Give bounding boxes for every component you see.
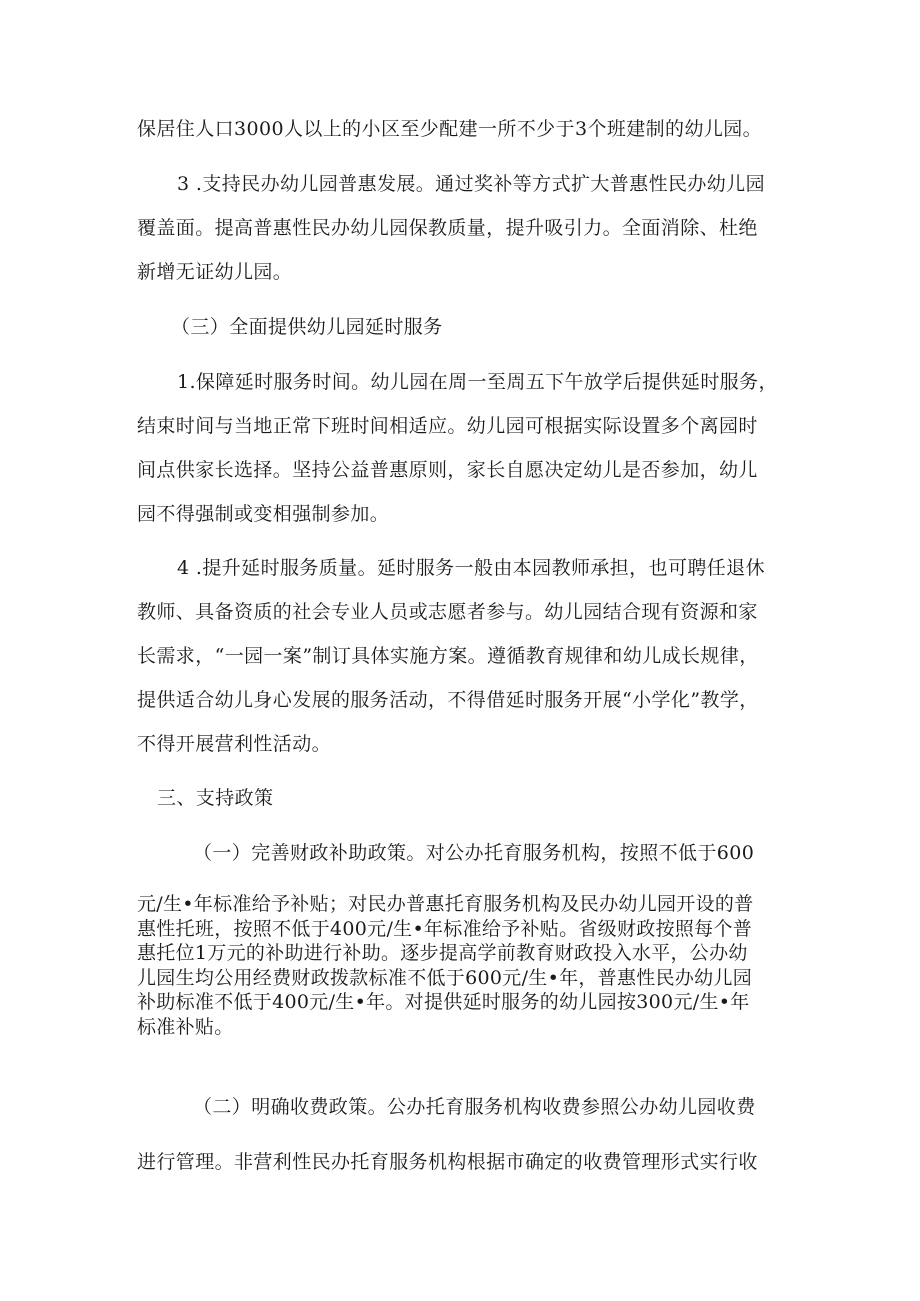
paragraph-line: 标准补贴。	[137, 1015, 234, 1038]
paragraph-line: 3 .支持民办幼儿园普惠发展。通过奖补等方式扩大普惠性民办幼儿园	[177, 173, 765, 195]
paragraph-line: 1.保障延时服务时间。幼儿园在周一至周五下午放学后提供延时服务，	[177, 371, 778, 393]
paragraph-line: 覆盖面。提高普惠性民办幼儿园保教质量，提升吸引力。全面消除、杜绝	[137, 217, 758, 239]
paragraph-line: 元/生•年标准给予补贴；对民办普惠托育服务机构及民办幼儿园开设的普	[137, 893, 754, 915]
paragraph-line: 惠性托班，按照不低于400元/生•年标准给予补贴。省级财政按照每个普	[137, 917, 753, 940]
paragraph-line: 间点供家长选择。坚持公益普惠原则，家长自愿决定幼儿是否参加，幼儿	[137, 459, 758, 481]
paragraph-line: 惠托位1万元的补助进行补助。逐步提高学前教育财政投入水平，公办幼	[137, 942, 748, 964]
paragraph-line: 提供适合幼儿身心发展的服务活动，不得借延时服务开展“小学化”教学，	[137, 689, 759, 711]
paragraph-line: 结束时间与当地正常下班时间相适应。幼儿园可根据实际设置多个离园时	[137, 415, 758, 437]
section-heading: （三）全面提供幼儿园延时服务	[171, 316, 443, 338]
paragraph-line: 4 .提升延时服务质量。延时服务一般由本园教师承担，也可聘任退休	[177, 557, 765, 579]
dense-paragraph	[137, 892, 797, 1039]
paragraph-line: 进行管理。非营利性民办托育服务机构根据市确定的收费管理形式实行收	[137, 1151, 758, 1173]
paragraph-line: 教师、具备资质的社会专业人员或志愿者参与。幼儿园结合现有资源和家	[137, 601, 758, 623]
paragraph-line: （一）完善财政补助政策。对公办托育服务机构，按照不低于600	[193, 842, 755, 864]
paragraph-line: 新增无证幼儿园。	[137, 261, 293, 283]
paragraph-line: 补助标准不低于400元/生•年。对提供延时服务的幼儿园按300元/生•年	[137, 991, 750, 1013]
section-heading: 三、支持政策	[157, 787, 274, 809]
paragraph-line: 保居住人口3000人以上的小区至少配建一所不少于3个班建制的幼儿园。	[137, 118, 763, 140]
paragraph-line: 不得开展营利性活动。	[137, 733, 332, 755]
paragraph-line: 长需求，“一园一案”制订具体实施方案。遵循教育规律和幼儿成长规律，	[137, 645, 759, 667]
paragraph-line: （二）明确收费政策。公办托育服务机构收费参照公办幼儿园收费	[193, 1096, 756, 1118]
paragraph-line: 园不得强制或变相强制参加。	[137, 503, 390, 525]
paragraph-line: 儿园生均公用经费财政拨款标准不低于600元/生•年，普惠性民办幼儿园	[137, 966, 753, 989]
